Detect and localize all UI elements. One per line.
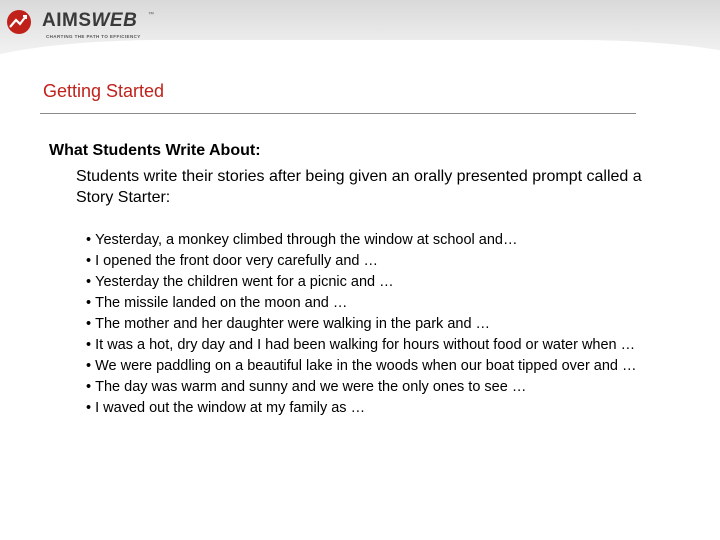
list-item: • The mother and her daughter were walking in the park and … <box>86 314 637 335</box>
list-item: • The missile landed on the moon and … <box>86 293 637 314</box>
slide-title: Getting Started <box>43 81 165 101</box>
aimsweb-logo <box>6 6 166 40</box>
list-item: • Yesterday the children went for a picnic and … <box>86 272 637 293</box>
logo-tagline: CHARTING THE PATH TO EFFICIENCY <box>46 34 141 39</box>
logo-wordmark <box>42 10 137 32</box>
story-starter-list <box>86 230 637 419</box>
logo-mark-icon <box>6 9 40 35</box>
list-item: • I waved out the window at my family as … <box>86 398 637 419</box>
title-divider <box>40 113 636 114</box>
logo-word-web: WEB <box>91 10 138 31</box>
list-item: • We were paddling on a beautiful lake in the woods when our boat tipped over and … <box>86 356 637 377</box>
section-body: Students write their stories after being given an orally presented prompt called a Story Starter: <box>76 168 642 206</box>
logo-trademark: ™ <box>148 12 154 18</box>
section-heading: What Students Write About: <box>49 142 261 159</box>
list-item: • It was a hot, dry day and I had been walking for hours without food or water when … <box>86 335 637 356</box>
list-item: • Yesterday, a monkey climbed through the window at school and… <box>86 230 637 251</box>
list-item: • The day was warm and sunny and we were the only ones to see … <box>86 377 637 398</box>
list-item: • I opened the front door very carefully and … <box>86 251 637 272</box>
logo-word-aims: AIMS <box>42 10 92 31</box>
